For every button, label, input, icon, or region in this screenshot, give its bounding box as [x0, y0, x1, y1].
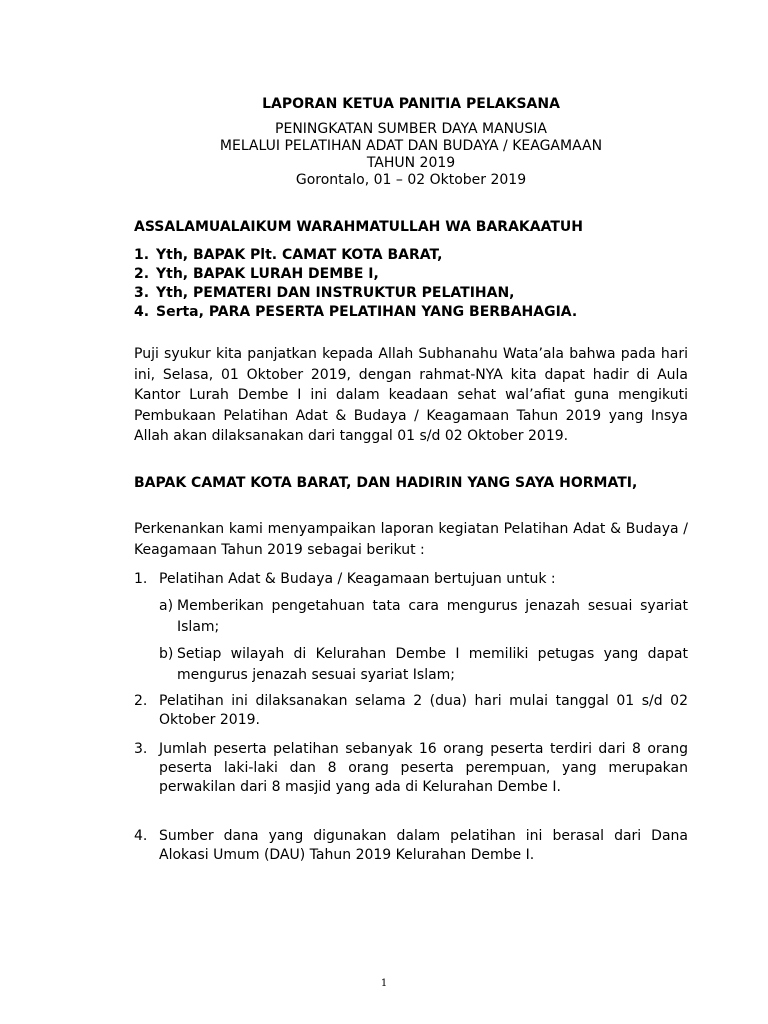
- subitem-b: [159, 644, 688, 685]
- document-date-line: Gorontalo, 01 – 02 Oktober 2019: [295, 172, 527, 188]
- report-item-4: [134, 827, 688, 865]
- addressee-text: BAPAK LURAH DEMBE I,: [188, 266, 379, 282]
- addressee-prefix: Yth,: [156, 266, 189, 282]
- addressee-number: 2.: [134, 266, 150, 282]
- item-text: Pelatihan ini dilaksanakan selama 2 (dua) hari mulai tanggal 01 s/d 02 Oktober 2019.: [159, 693, 688, 728]
- addressee-text: PEMATERI DAN INSTRUKTUR PELATIHAN,: [188, 285, 515, 301]
- document-subtitle-1: PENINGKATAN SUMBER DAYA MANUSIA: [275, 121, 547, 137]
- addressee-prefix: Yth,: [156, 247, 189, 263]
- item-number: 1.: [134, 571, 148, 587]
- report-item-3: [134, 740, 688, 797]
- item-text: Pelatihan Adat & Budaya / Keagamaan bertujuan untuk :: [159, 571, 556, 587]
- addressee-text: BAPAK Plt. CAMAT KOTA BARAT,: [188, 247, 443, 263]
- document-subtitle-3: TAHUN 2019: [366, 155, 456, 171]
- report-item-2: [134, 692, 688, 730]
- addressee-text: PARA PESERTA PELATIHAN YANG BERBAHAGIA.: [203, 304, 578, 320]
- document-subtitle-2: MELALUI PELATIHAN ADAT DAN BUDAYA / KEAGAMAAN: [219, 138, 603, 154]
- addressee-number: 1.: [134, 247, 150, 263]
- intro-paragraph: Puji syukur kita panjatkan kepada Allah Subhanahu Wata’ala bahwa pada hari ini, Selasa, 01 Oktober 2019, dengan rahmat-NYA kita dapat hadir di Aula Kantor Lurah Dembe I ini dalam keadaan sehat wal’afiat guna mengikuti Pembukaan Pelatihan Adat & Budaya / Keagamaan Tahun 2019 yang Insya Allah akan dilaksanakan dari tanggal 01 s/d 02 Oktober 2019.: [134, 346, 688, 444]
- addressee-item: [134, 284, 688, 303]
- item-number: 4.: [134, 828, 148, 844]
- page-number: 1: [380, 978, 388, 989]
- addressee-number: 3.: [134, 285, 150, 301]
- subitem-letter: b): [159, 646, 174, 662]
- item-text: Jumlah peserta pelatihan sebanyak 16 orang peserta terdiri dari 8 orang peserta laki-laki dan 8 orang peserta perempuan, yang merupakan perwakilan dari 8 masjid yang ada di Kelurahan Dembe I.: [159, 741, 688, 795]
- subitem-text: Setiap wilayah di Kelurahan Dembe I memiliki petugas yang dapat mengurus jenazah sesuai syariat Islam;: [177, 646, 688, 683]
- addressee-item: [134, 265, 688, 284]
- subitem-a: [159, 596, 688, 637]
- document-title: LAPORAN KETUA PANITIA PELAKSANA: [262, 96, 560, 112]
- report-item-1: [134, 570, 688, 589]
- greeting-paragraph: BAPAK CAMAT KOTA BARAT, DAN HADIRIN YANG SAYA HORMATI,: [134, 475, 638, 491]
- addressee-prefix: Yth,: [156, 285, 189, 301]
- addressee-item: [134, 303, 688, 322]
- subitem-letter: a): [159, 598, 174, 614]
- item-number: 3.: [134, 741, 148, 757]
- report-intro-paragraph: Perkenankan kami menyampaikan laporan kegiatan Pelatihan Adat & Budaya / Keagamaan Tahun 2019 sebagai berikut :: [134, 521, 688, 558]
- item-number: 2.: [134, 693, 148, 709]
- addressee-list: [134, 246, 688, 322]
- salutation: ASSALAMUALAIKUM WARAHMATULLAH WA BARAKAATUH: [134, 219, 583, 235]
- subitem-text: Memberikan pengetahuan tata cara mengurus jenazah sesuai syariat Islam;: [177, 598, 688, 635]
- addressee-number: 4.: [134, 304, 150, 320]
- addressee-item: [134, 246, 688, 265]
- addressee-prefix: Serta,: [156, 304, 204, 320]
- item-text: Sumber dana yang digunakan dalam pelatihan ini berasal dari Dana Alokasi Umum (DAU) Tahun 2019 Kelurahan Dembe I.: [159, 828, 688, 863]
